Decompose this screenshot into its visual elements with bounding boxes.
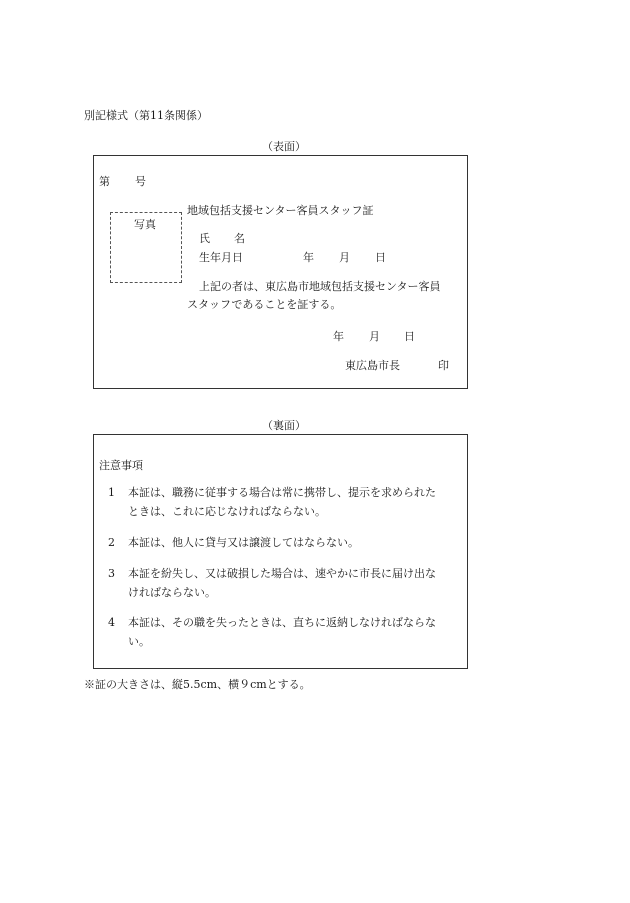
date-month: 月 [369,330,380,343]
birth-year: 年 [303,251,314,264]
note-number: 4 [108,616,115,629]
number-dai: 第 [99,175,110,188]
note-text-cont: ければならない。 [128,586,216,599]
seal-mark: 印 [438,359,449,372]
number-go: 号 [135,175,146,188]
date-year: 年 [333,330,344,343]
note-text: 本証は、職務に従事する場合は常に携帯し、提示を求められた [128,486,436,499]
note-text: 本証は、他人に貸与又は譲渡してはならない。 [128,536,359,549]
note-text-cont: い。 [128,635,150,648]
date-day: 日 [404,330,415,343]
name-label-2: 名 [234,232,245,245]
note-text-cont: ときは、これに応じなければならない。 [128,505,326,518]
note-item-4 [108,613,463,651]
cert-line-2: スタッフであることを証する。 [187,298,342,311]
note-text: 本証を紛失し、又は破損した場合は、速やかに市長に届け出な [128,567,436,580]
note-number: 2 [108,536,115,549]
name-label-1: 氏 [199,232,210,245]
notes-title: 注意事項 [99,459,143,472]
photo-label: 写真 [134,218,156,231]
cert-line-1: 上記の者は、東広島市地域包括支援センター客員 [199,280,441,293]
front-side-label: （表面） [262,140,306,153]
birth-day: 日 [375,251,386,264]
back-side-label: （裏面） [262,419,306,432]
note-number: 3 [108,567,115,580]
note-item-2 [108,533,463,552]
issuer-name: 東広島市長 [345,359,400,372]
note-text: 本証は、その職を失ったときは、直ちに返納しなければならな [128,616,436,629]
form-heading: 別記様式（第11条関係） [84,109,208,122]
note-item-3 [108,564,463,602]
card-title: 地域包括支援センター客員スタッフ証 [187,204,374,217]
birth-label: 生年月日 [199,251,243,264]
note-item-1 [108,483,463,521]
note-number: 1 [108,486,115,499]
size-footnote: ※証の大きさは、縦5.5cm、横９cmとする。 [84,678,311,691]
birth-month: 月 [339,251,350,264]
